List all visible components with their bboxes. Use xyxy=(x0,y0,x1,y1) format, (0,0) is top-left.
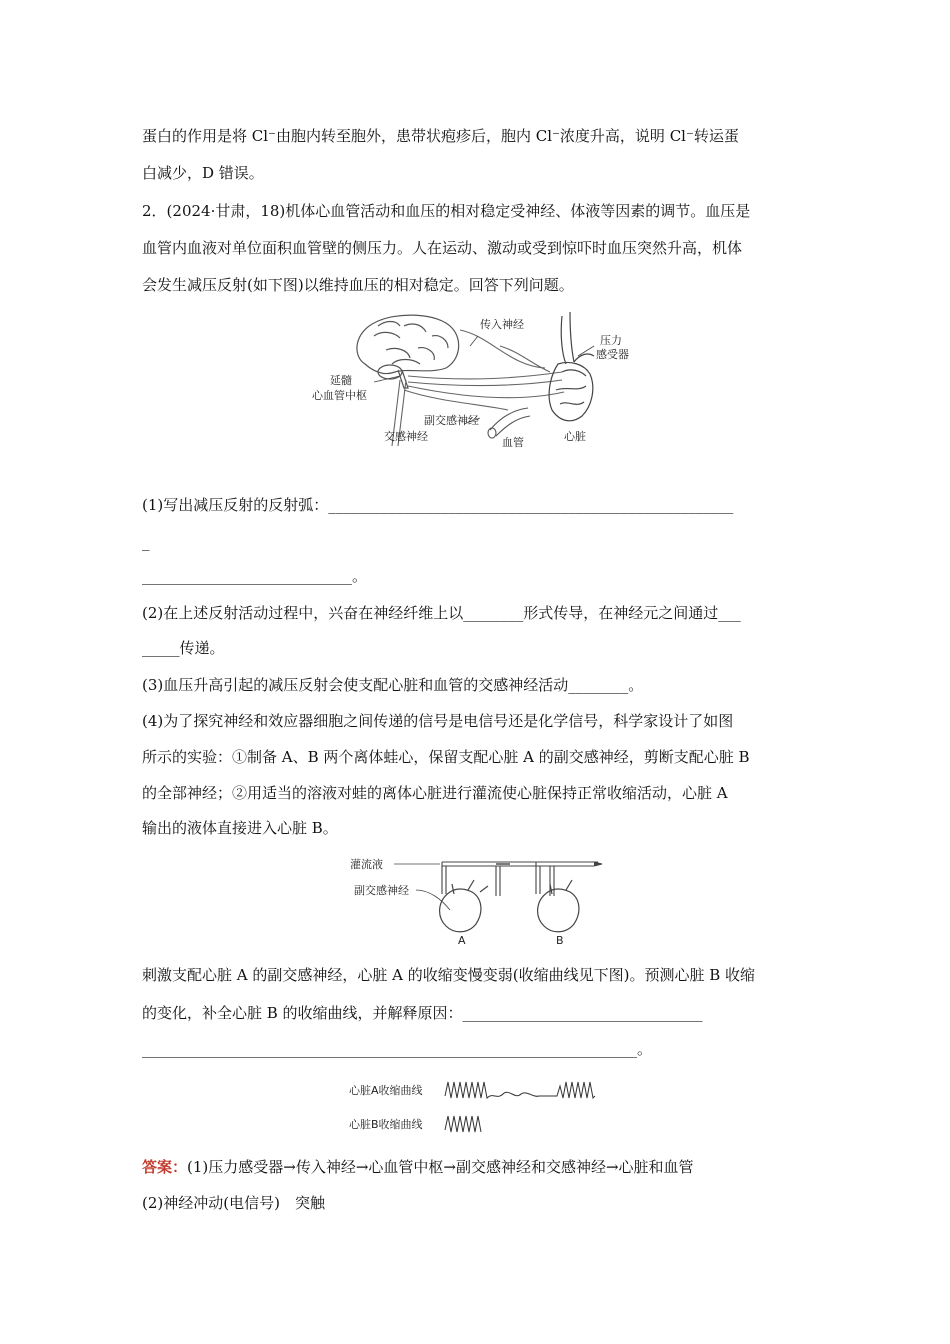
blood-vessel-illustration xyxy=(488,408,530,438)
heart-illustration xyxy=(549,312,594,421)
nerve-tracts xyxy=(392,330,564,446)
brain-illustration xyxy=(357,315,459,388)
afferent-nerve-label: 传入神经 xyxy=(480,318,524,331)
answer-line-1 xyxy=(142,1157,694,1177)
vessel-label: 血管 xyxy=(502,436,524,449)
medulla-label-1: 延髓 xyxy=(330,374,352,387)
intro-line-2: 白减少，D 错误。 xyxy=(142,164,264,182)
perfusion-tube xyxy=(442,862,602,896)
curve-a-trace xyxy=(445,1082,595,1098)
q2-line-2: _____传递。 xyxy=(142,639,225,657)
sympathetic-label: 交感神经 xyxy=(384,430,428,443)
answer-label: 答案： xyxy=(142,1158,188,1176)
heart-a-label: A xyxy=(458,934,466,947)
q1-line-1: (1)写出减压反射的反射弧：______________________________________________________ xyxy=(142,496,734,514)
question-line-3: 会发生减压反射(如下图)以维持血压的相对稳定。回答下列问题。 xyxy=(142,276,574,294)
parasympathetic-label: 副交感神经 xyxy=(424,414,479,427)
contraction-curves xyxy=(345,1076,605,1140)
q3-line-1: (3)血压升高引起的减压反射会使支配心脏和血管的交感神经活动________。 xyxy=(142,676,644,694)
medulla-label-2: 心血管中枢 xyxy=(312,389,367,402)
curve-b-label: 心脏B收缩曲线 xyxy=(349,1118,423,1131)
q4b-line-3: __________________________________________________________________。 xyxy=(142,1040,653,1058)
q4-line-1: (4)为了探究神经和效应器细胞之间传递的信号是电信号还是化学信号，科学家设计了如图 xyxy=(142,712,734,730)
heart-label: 心脏 xyxy=(564,430,586,443)
baroreceptor-label-2: 感受器 xyxy=(596,348,629,361)
curve-b-trace xyxy=(445,1116,481,1132)
answer-line-2: (2)神经冲动(电信号) 突触 xyxy=(142,1194,325,1212)
question-line-1: 2．(2024·甘肃，18)机体心血管活动和血压的相对稳定受神经、体液等因素的调节。血压是 xyxy=(142,202,751,220)
q1-line-2: _ xyxy=(142,533,150,551)
q4b-line-2: 的变化，补全心脏 B 的收缩曲线，并解释原因：________________________________ xyxy=(142,1004,703,1022)
q4-line-3: 的全部神经；②用适当的溶液对蛙的离体心脏进行灌流使心脏保持正常收缩活动，心脏 A xyxy=(142,784,728,802)
q4-line-4: 输出的液体直接进入心脏 B。 xyxy=(142,819,338,837)
perfusate-label: 灌流液 xyxy=(350,858,383,871)
baroreceptor-label-1: 压力 xyxy=(600,334,622,347)
intro-line-1: 蛋白的作用是将 Cl⁻由胞内转至胞外，患带状疱疹后，胞内 Cl⁻浓度升高，说明 Cl⁻转运蛋 xyxy=(142,127,739,145)
q4-line-2: 所示的实验：①制备 A、B 两个离体蛙心，保留支配心脏 A 的副交感神经，剪断支配心脏 B xyxy=(142,748,750,766)
parasympathetic-label-2: 副交感神经 xyxy=(354,884,409,897)
reflex-diagram xyxy=(300,306,650,454)
heart-b-illustration xyxy=(538,880,579,932)
perfusion-experiment-diagram xyxy=(350,850,610,948)
answer-text-1: (1)压力感受器→传入神经→心血管中枢→副交感神经和交感神经→心脏和血管 xyxy=(187,1158,694,1176)
heart-b-label: B xyxy=(556,934,564,947)
q1-line-3: ____________________________。 xyxy=(142,567,368,585)
q4b-line-1: 刺激支配心脏 A 的副交感神经，心脏 A 的收缩变慢变弱(收缩曲线见下图)。预测心脏 B 收缩 xyxy=(142,966,756,984)
question-line-2: 血管内血液对单位面积血管壁的侧压力。人在运动、激动或受到惊吓时血压突然升高，机体 xyxy=(142,239,743,257)
q2-line-1: (2)在上述反射活动过程中，兴奋在神经纤维上以________形式传导，在神经元之间通过___ xyxy=(142,604,741,622)
curve-a-label: 心脏A收缩曲线 xyxy=(349,1084,423,1097)
